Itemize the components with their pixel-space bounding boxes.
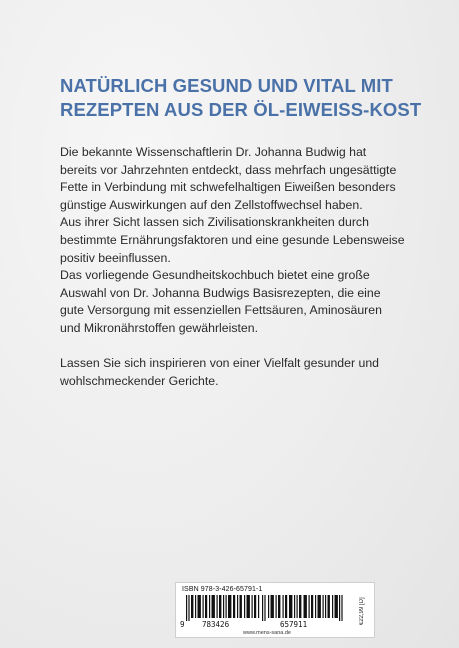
blurb-text <box>60 144 440 390</box>
cover-heading <box>60 74 440 122</box>
barcode-label <box>175 582 375 638</box>
text-line: Das vorliegende Gesundheitskochbuch bietet eine große <box>60 268 370 283</box>
price-label: €22,99 [D] <box>359 597 365 625</box>
blurb-paragraph-1 <box>60 144 440 338</box>
barcode-digit-group-1: 783426 <box>202 620 230 629</box>
text-line: Die bekannte Wissenschaftlerin Dr. Johanna Budwig hat <box>60 145 367 159</box>
barcode-digit-first: 9 <box>180 620 185 629</box>
text-line: gute Versorgung mit essenziellen Fettsäuren, Aminosäuren <box>60 303 382 318</box>
text-line: und Mikronährstoffen gewährleisten. <box>60 320 259 335</box>
text-line: bestimmte Ernährungsfaktoren und eine gesunde Lebensweise <box>60 232 405 247</box>
text-line: Auswahl von Dr. Johanna Budwigs Basisrezepten, die eine <box>60 285 381 300</box>
text-line: günstige Auswirkungen auf den Zellstoffwechsel haben. <box>60 197 363 212</box>
barcode-digit-group-2: 657911 <box>280 620 308 629</box>
text-line: bereits vor Jahrzehnten entdeckt, dass mehrfach ungesättigte <box>60 162 397 177</box>
text-line: Aus ihrer Sicht lassen sich Zivilisationskrankheiten durch <box>60 215 369 230</box>
isbn-number: ISBN 978-3-426-65791-1 <box>182 586 263 593</box>
blurb-paragraph-2 <box>60 355 440 390</box>
barcode-bars-icon <box>186 595 352 621</box>
heading-line-2: REZEPTEN AUS DER ÖL-EIWEISS-KOST <box>60 99 422 120</box>
publisher-url: www.mens-sana.de <box>243 630 291 636</box>
text-line: Fette in Verbindung mit schwefelhaltigen Eiweißen besonders <box>60 180 396 195</box>
text-line: wohlschmeckender Gerichte. <box>60 373 219 388</box>
text-line: positiv beeinflussen. <box>60 250 171 265</box>
heading-line-1: NATÜRLICH GESUND UND VITAL MIT <box>60 75 393 96</box>
text-line: Lassen Sie sich inspirieren von einer Vielfalt gesunder und <box>60 356 380 371</box>
